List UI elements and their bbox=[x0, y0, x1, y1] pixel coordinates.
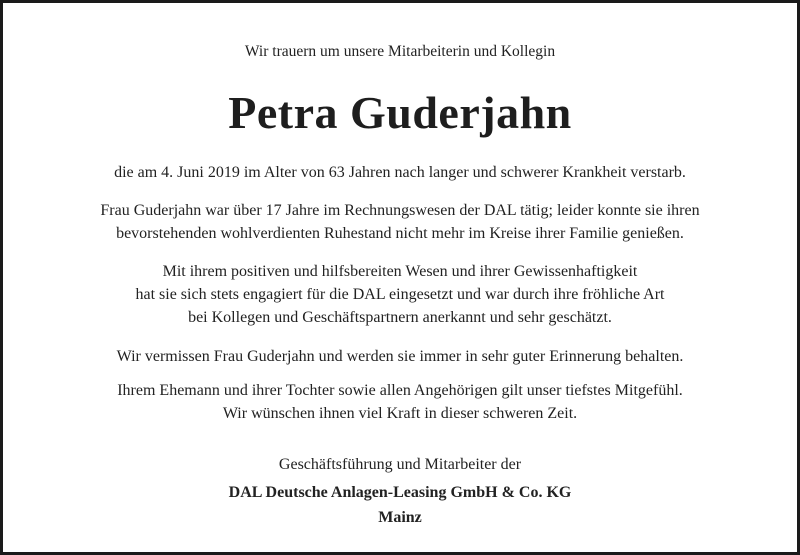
character-paragraph-line-3: bei Kollegen und Geschäftspartnern anerkannt und sehr geschätzt. bbox=[188, 309, 612, 326]
character-paragraph-line-2: hat sie sich stets engagiert für die DAL eingesetzt und war durch ihre fröhliche Art bbox=[135, 286, 665, 303]
deceased-name: Petra Guderjahn bbox=[228, 87, 572, 138]
condolence-paragraph-line-1: Ihrem Ehemann und ihrer Tochter sowie allen Angehörigen gilt unser tiefstes Mitgefühl. bbox=[117, 382, 683, 399]
death-notice-paragraph: die am 4. Juni 2019 im Alter von 63 Jahren nach langer und schwerer Krankheit verstarb. bbox=[114, 164, 686, 181]
career-paragraph-line-1: Frau Guderjahn war über 17 Jahre im Rechnungswesen der DAL tätig; leider konnte sie ihren bbox=[100, 202, 700, 219]
career-paragraph-line-2: bevorstehenden wohlverdienten Ruhestand nicht mehr im Kreise ihrer Familie genießen. bbox=[116, 225, 684, 242]
condolence-paragraph-line-2: Wir wünschen ihnen viel Kraft in dieser schweren Zeit. bbox=[222, 405, 578, 422]
signature-city: Mainz bbox=[378, 509, 422, 526]
remembrance-paragraph: Wir vermissen Frau Guderjahn und werden sie immer in sehr guter Erinnerung behalten. bbox=[116, 348, 684, 365]
signature-line: Geschäftsführung und Mitarbeiter der bbox=[278, 456, 522, 473]
intro-text: Wir trauern um unsere Mitarbeiterin und Kollegin bbox=[244, 43, 556, 60]
character-paragraph-line-1: Mit ihrem positiven und hilfsbereiten Wesen und ihrer Gewissenhaftigkeit bbox=[162, 263, 638, 280]
signature-company: DAL Deutsche Anlagen-Leasing GmbH & Co. KG bbox=[228, 484, 572, 501]
